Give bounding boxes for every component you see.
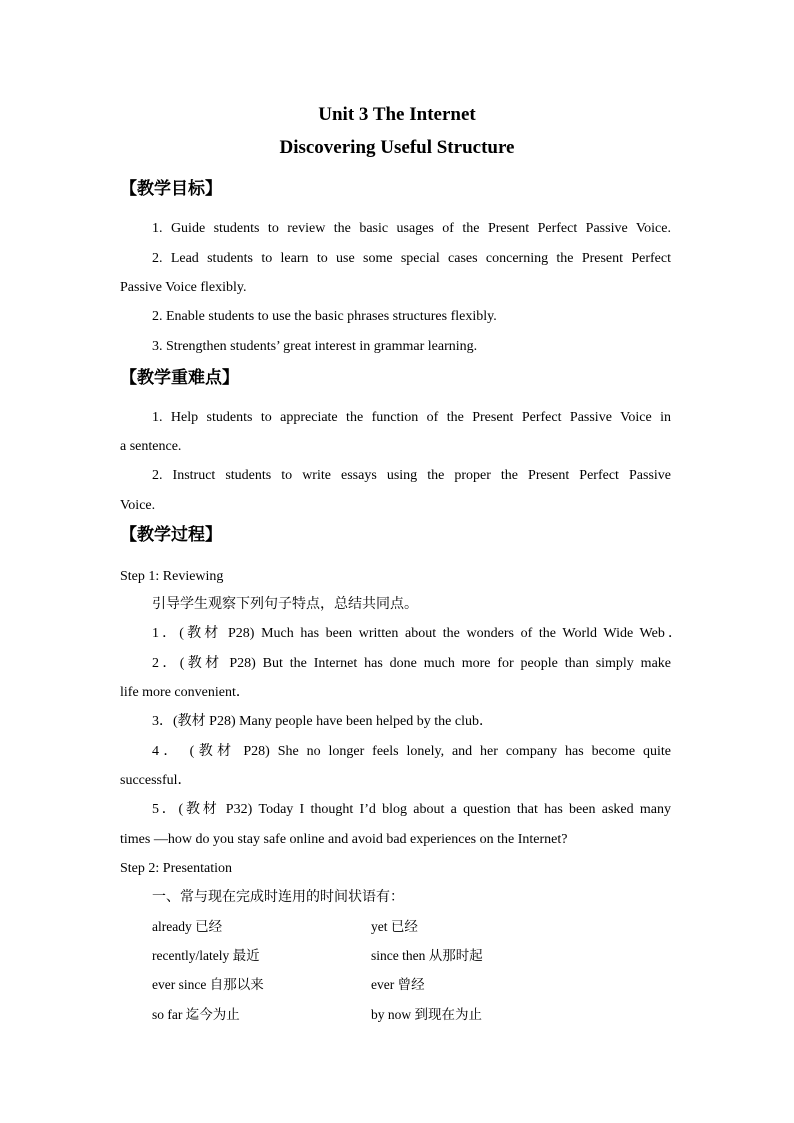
objective-line: 1. Guide students to review the basic usages of the Present Perfect Passive Voice.: [152, 221, 671, 236]
step-intro: 一、常与现在完成时连用的时间状语有：: [152, 889, 404, 905]
objective-line: Passive Voice flexibly.: [120, 280, 247, 295]
time-phrase: already 已经: [152, 919, 223, 934]
time-phrase: by now 到现在为止: [371, 1007, 482, 1022]
key-point-line: 1. Help students to appreciate the function of the Present Perfect Passive Voice in: [152, 410, 671, 425]
document-subtitle: Discovering Useful Structure: [279, 137, 515, 158]
time-phrase: ever 曾经: [371, 977, 425, 992]
step-intro: 引导学生观察下列句子特点，总结共同点。: [152, 596, 418, 612]
example-sentence: successful．: [120, 773, 192, 788]
step-label: Step 2: Presentation: [120, 861, 232, 876]
step-label: Step 1: Reviewing: [120, 569, 224, 584]
example-sentence: times —how do you stay safe online and avoid bad experiences on the Internet?: [120, 832, 568, 847]
time-phrase: yet 已经: [371, 919, 418, 934]
document-title: Unit 3 The Internet: [318, 104, 476, 125]
example-sentence: life more convenient．: [120, 685, 250, 700]
section-heading-objectives: 【教学目标】: [120, 179, 222, 199]
time-phrase: since then 从那时起: [371, 948, 483, 963]
example-sentence: 4． (教材 P28) She no longer feels lonely, and her company has become quite: [152, 744, 671, 759]
time-phrase: ever since 自那以来: [152, 977, 264, 992]
example-sentence: 2．(教材 P28) But the Internet has done much more for people than simply make: [152, 656, 671, 671]
key-point-line: a sentence.: [120, 439, 182, 454]
key-point-line: Voice.: [120, 498, 156, 513]
section-heading-key-points: 【教学重难点】: [120, 368, 239, 388]
example-sentence: 5．(教材 P32) Today I thought I’d blog about a question that has been asked many: [152, 802, 671, 817]
example-sentence: 1．(教材 P28) Much has been written about the wonders of the World Wide Web．: [152, 626, 682, 641]
objective-line: 2. Lead students to learn to use some special cases concerning the Present Perfect: [152, 251, 671, 266]
key-point-line: 2. Instruct students to write essays using the proper the Present Perfect Passive: [152, 468, 671, 483]
time-phrase: so far 迄今为止: [152, 1007, 240, 1022]
objective-line: 2. Enable students to use the basic phrases structures flexibly.: [152, 309, 497, 324]
time-phrase: recently/lately 最近: [152, 948, 260, 963]
section-heading-process: 【教学过程】: [120, 525, 222, 545]
objective-line: 3. Strengthen students’ great interest in grammar learning.: [152, 339, 478, 354]
example-sentence: 3．(教材 P28) Many people have been helped by the club．: [152, 714, 493, 729]
